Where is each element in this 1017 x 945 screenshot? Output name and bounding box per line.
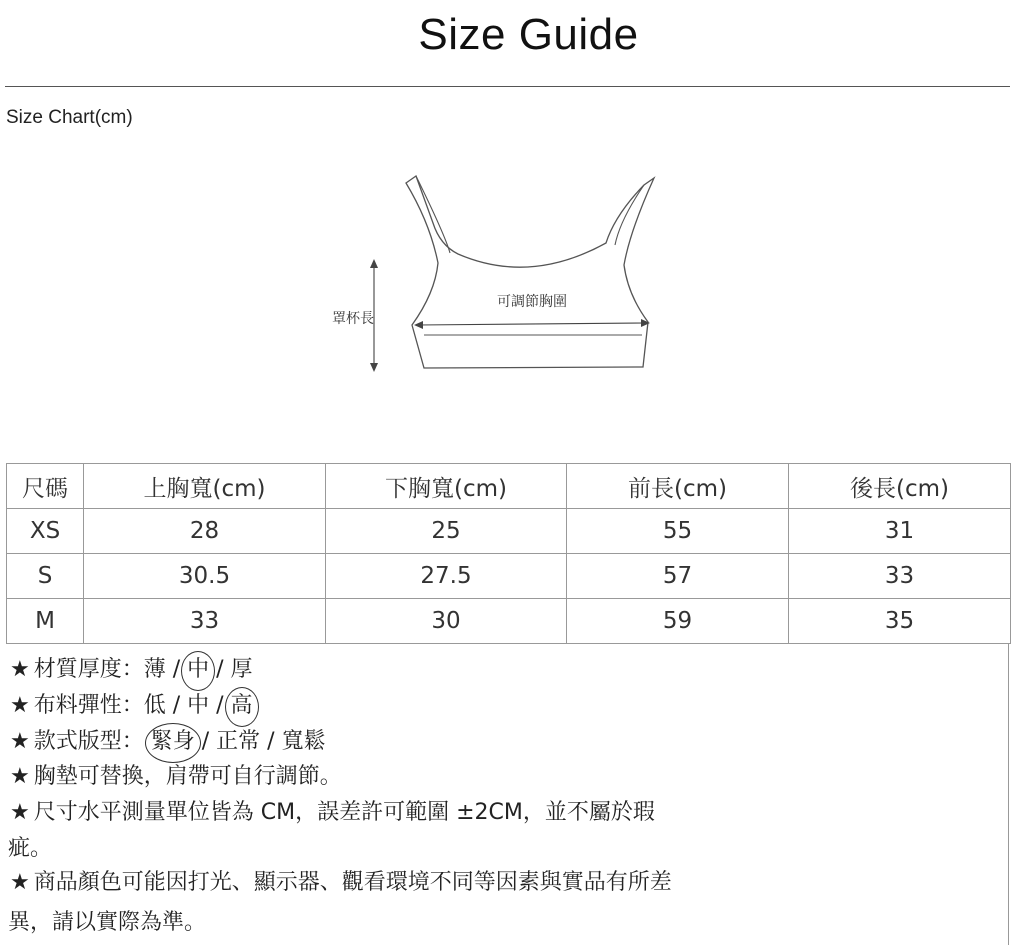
- header-upper-bust: 上胸寬(cm): [84, 464, 326, 509]
- thickness-prefix: 材質厚度：薄 /: [33, 657, 181, 682]
- pad-note: 胸墊可替換，肩帶可自行調節。: [33, 764, 342, 789]
- star-icon: ★: [10, 729, 30, 754]
- table-cell: S: [7, 554, 84, 599]
- title-divider: [5, 86, 1010, 87]
- adjustable-bust-label: 可調節胸圍: [497, 294, 567, 310]
- table-cell: 35: [789, 599, 1011, 644]
- fit-selected: 緊身: [145, 723, 201, 763]
- note-color: [10, 865, 672, 896]
- header-under-bust: 下胸寬(cm): [326, 464, 567, 509]
- table-cell: 55: [567, 509, 789, 554]
- color-note-line1: 商品顏色可能因打光、顯示器、觀看環境不同等因素與實品有所差: [33, 870, 672, 895]
- elasticity-selected: 高: [225, 687, 259, 727]
- note-measure: [10, 795, 655, 826]
- color-note-line2: 異，請以實際為準。: [8, 910, 207, 935]
- elasticity-prefix: 布料彈性：低 / 中 /: [33, 693, 224, 718]
- table-cell: 25: [326, 509, 567, 554]
- size-chart-heading: Size Chart(cm): [6, 107, 133, 128]
- table-row: [7, 509, 1011, 554]
- table-row: [7, 554, 1011, 599]
- fit-prefix: 款式版型：: [33, 729, 144, 754]
- measure-note-line2: 疵。: [8, 836, 53, 861]
- bra-measurement-diagram: [290, 165, 670, 385]
- table-cell: M: [7, 599, 84, 644]
- cup-arrow-top-head: [370, 259, 378, 268]
- note-thickness: [10, 651, 253, 691]
- garment-outline: [406, 176, 654, 368]
- fit-suffix: / 正常 / 寬鬆: [201, 729, 326, 754]
- thickness-suffix: / 厚: [216, 657, 253, 682]
- note-pad: [10, 759, 342, 790]
- note-measure-cont: [8, 831, 52, 862]
- size-table: [6, 463, 1011, 644]
- thickness-selected: 中: [181, 651, 215, 691]
- table-cell: 30.5: [84, 554, 326, 599]
- measure-note-line1: 尺寸水平測量單位皆為 CM，誤差許可範圍 ±2CM，並不屬於瑕: [33, 800, 655, 825]
- header-size: 尺碼: [7, 464, 84, 509]
- note-fit: [10, 723, 326, 763]
- table-cell: 28: [84, 509, 326, 554]
- header-front-length: 前長(cm): [567, 464, 789, 509]
- table-row: [7, 599, 1011, 644]
- table-cell: 59: [567, 599, 789, 644]
- page-title: Size Guide: [418, 10, 639, 59]
- star-icon: ★: [10, 870, 30, 895]
- table-cell: 33: [84, 599, 326, 644]
- bust-arrow-left-head: [414, 321, 423, 329]
- header-back-length: 後長(cm): [789, 464, 1011, 509]
- table-cell: 30: [326, 599, 567, 644]
- table-cell: 31: [789, 509, 1011, 554]
- table-cell: 27.5: [326, 554, 567, 599]
- table-cell: 33: [789, 554, 1011, 599]
- cup-arrow-bottom-head: [370, 363, 378, 372]
- bust-arrow: [418, 323, 646, 325]
- star-icon: ★: [10, 764, 30, 789]
- star-icon: ★: [10, 693, 30, 718]
- star-icon: ★: [10, 800, 30, 825]
- note-elasticity: [10, 687, 260, 727]
- bust-arrow-right-head: [641, 319, 650, 327]
- star-icon: ★: [10, 657, 30, 682]
- note-color-cont: [8, 905, 206, 936]
- cup-length-label: 罩杯長: [332, 311, 374, 327]
- table-cell: XS: [7, 509, 84, 554]
- table-cell: 57: [567, 554, 789, 599]
- table-header-row: [7, 464, 1011, 509]
